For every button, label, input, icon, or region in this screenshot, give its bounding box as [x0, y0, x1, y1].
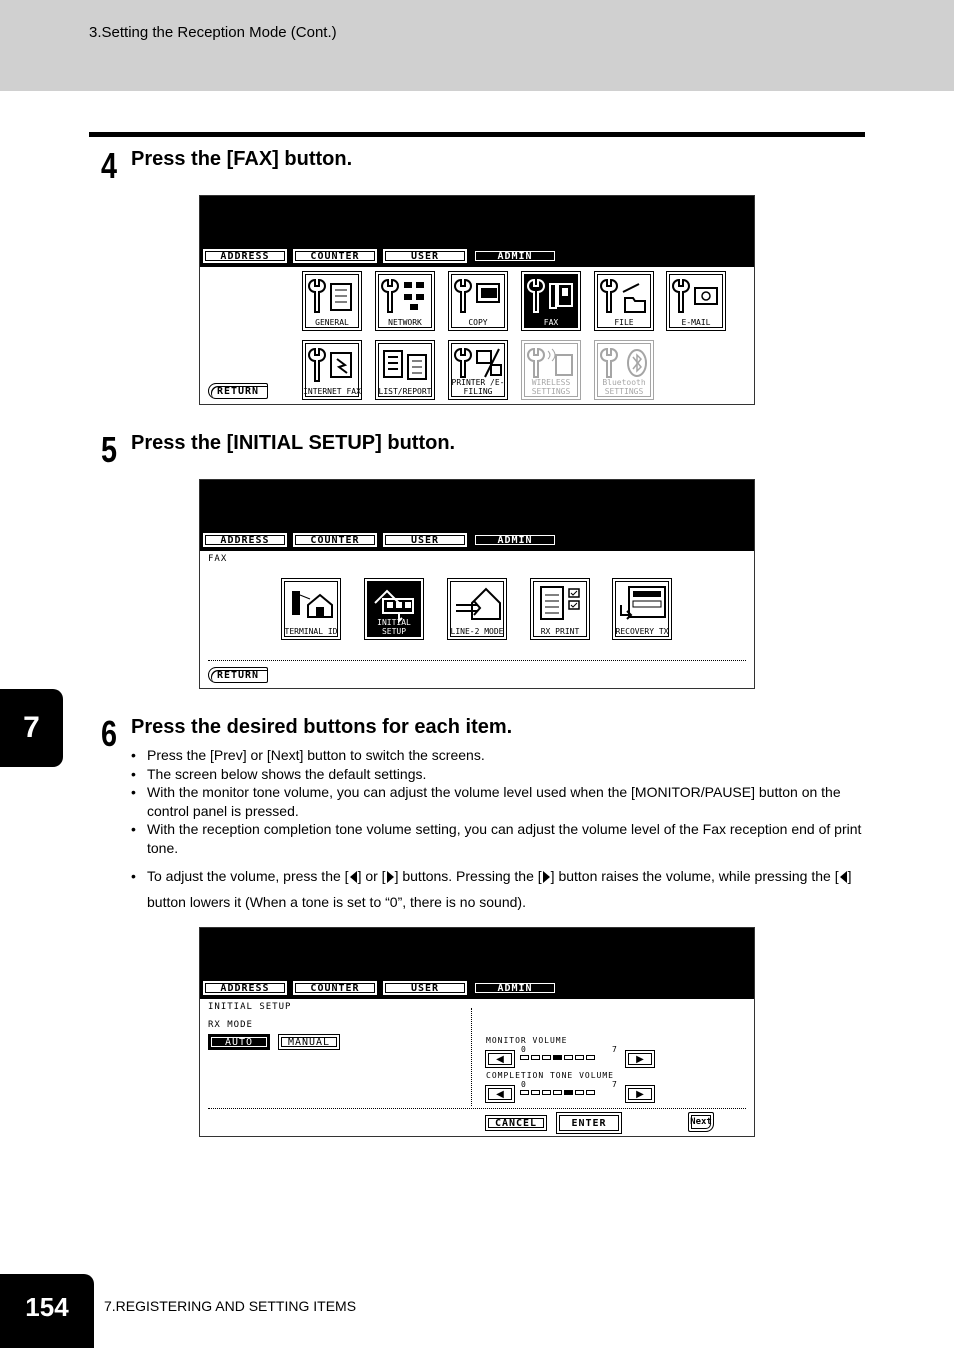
tab-bar [202, 532, 558, 548]
terminal-id-button[interactable] [281, 578, 341, 640]
left-triangle-icon: ◀ [496, 1088, 504, 1100]
icon-label: INITIAL SETUP [377, 618, 411, 636]
list-item: • Press the [Prev] or [Next] button to switch the screens. [131, 746, 871, 765]
tab-user[interactable]: USER [382, 532, 468, 548]
internet-fax-icon [307, 345, 359, 385]
icon-label: TERMINAL ID [284, 627, 338, 636]
fax-button[interactable] [521, 271, 581, 331]
tab-bar [202, 248, 558, 264]
completion-volume-label: COMPLETION TONE VOLUME [486, 1071, 614, 1080]
printer-icon [453, 345, 505, 379]
page-header [0, 0, 954, 91]
rx-mode-label: RX MODE [208, 1020, 253, 1030]
icon-label: GENERAL [315, 318, 349, 327]
tab-user[interactable]: USER [382, 248, 468, 264]
bluetooth-settings-button [594, 340, 654, 400]
volume-segment [520, 1055, 529, 1060]
step-title: Press the [FAX] button. [131, 148, 353, 170]
monitor-volume-meter [520, 1055, 595, 1060]
right-arrow-icon [543, 871, 550, 883]
screen-admin-menu [199, 195, 755, 405]
next-button[interactable]: Next [688, 1112, 714, 1132]
icon-label: LINE-2 MODE [450, 627, 504, 636]
auto-button[interactable]: AUTO [208, 1034, 270, 1050]
tab-counter[interactable]: COUNTER [292, 532, 378, 548]
tab-address[interactable]: ADDRESS [202, 532, 288, 548]
screen-fax-menu [199, 479, 755, 689]
divider [208, 1108, 746, 1109]
monitor-volume-down-button[interactable] [485, 1050, 515, 1068]
volume-segment [531, 1055, 540, 1060]
volume-segment [586, 1090, 595, 1095]
initial-setup-icon [369, 583, 421, 623]
step-number: 6 [101, 713, 118, 754]
wrench-icon [307, 276, 359, 316]
volume-segment [575, 1090, 584, 1095]
return-button[interactable]: RETURN [208, 667, 268, 683]
tab-counter[interactable]: COUNTER [292, 248, 378, 264]
volume-segment [586, 1055, 595, 1060]
copy-button[interactable] [448, 271, 508, 331]
terminal-id-icon [286, 583, 338, 623]
note-text: ] button raises the volume, while pressing the [ [550, 868, 839, 884]
tab-counter[interactable]: COUNTER [292, 980, 378, 996]
network-button[interactable] [375, 271, 435, 331]
list-item: • With the reception completion tone volume setting, you can adjust the volume level of the Fax reception end of print tone. [131, 820, 871, 857]
tab-user[interactable]: USER [382, 980, 468, 996]
completion-volume-meter [520, 1090, 595, 1095]
tab-address[interactable]: ADDRESS [202, 248, 288, 264]
list-item-volume [131, 863, 871, 915]
folder-icon [599, 276, 651, 316]
initial-setup-button[interactable] [364, 578, 424, 640]
volume-segment [564, 1090, 573, 1095]
volume-segment [575, 1055, 584, 1060]
volume-segment [531, 1090, 540, 1095]
volume-segment [520, 1090, 529, 1095]
scale-max: 7 [612, 1080, 618, 1089]
fax-icon [526, 276, 578, 316]
volume-segment [553, 1090, 562, 1095]
completion-volume-up-button[interactable] [625, 1085, 655, 1103]
scale-max: 7 [612, 1045, 618, 1054]
icon-label: Bluetooth SETTINGS [602, 378, 646, 396]
volume-segment [542, 1090, 551, 1095]
section-label: INITIAL SETUP [208, 1002, 292, 1012]
header-rule [89, 132, 865, 137]
page-number: 154 [0, 1274, 94, 1348]
manual-button[interactable]: MANUAL [278, 1034, 340, 1050]
email-button[interactable] [666, 271, 726, 331]
step-title: Press the desired buttons for each item. [131, 716, 513, 738]
monitor-volume-up-button[interactable] [625, 1050, 655, 1068]
tab-admin[interactable]: ADMIN [472, 248, 558, 264]
footer-section: 7.REGISTERING AND SETTING ITEMS [104, 1298, 357, 1314]
icon-label: RX PRINT [540, 627, 580, 636]
line2-mode-button[interactable] [447, 578, 507, 640]
icon-label: E-MAIL [681, 318, 711, 327]
icon-label: INTERNET FAX [303, 387, 361, 396]
cancel-button[interactable]: CANCEL [485, 1115, 547, 1131]
recovery-tx-icon [617, 583, 669, 623]
general-button[interactable] [302, 271, 362, 331]
scale-min: 0 [521, 1080, 527, 1089]
section-label: FAX [208, 554, 228, 564]
tab-admin[interactable]: ADMIN [472, 532, 558, 548]
list-report-icon [380, 345, 432, 385]
enter-button[interactable]: ENTER [556, 1112, 622, 1134]
internet-fax-button[interactable] [302, 340, 362, 400]
recovery-tx-button[interactable] [612, 578, 672, 640]
file-button[interactable] [594, 271, 654, 331]
left-arrow-icon [350, 871, 357, 883]
screen-initial-setup [199, 927, 755, 1137]
list-item: • With the monitor tone volume, you can adjust the volume level used when the [MONITOR/PAUSE] button on the control panel is pressed. [131, 783, 871, 820]
chapter-tab: 7 [0, 689, 63, 767]
tab-admin[interactable]: ADMIN [472, 980, 558, 996]
wireless-icon [526, 345, 578, 379]
list-report-button[interactable] [375, 340, 435, 400]
tab-bar [202, 980, 558, 996]
step-number: 4 [101, 145, 118, 186]
tab-address[interactable]: ADDRESS [202, 980, 288, 996]
right-triangle-icon: ▶ [636, 1053, 644, 1065]
vertical-divider [471, 1008, 472, 1106]
right-arrow-icon [387, 871, 394, 883]
left-triangle-icon: ◀ [496, 1053, 504, 1065]
left-arrow-icon [840, 871, 847, 883]
volume-segment [542, 1055, 551, 1060]
icon-label: NETWORK [388, 318, 422, 327]
divider [208, 660, 746, 661]
return-button[interactable]: RETURN [208, 383, 268, 399]
rx-print-icon [535, 583, 587, 623]
completion-volume-down-button[interactable] [485, 1085, 515, 1103]
monitor-volume-label: MONITOR VOLUME [486, 1036, 568, 1045]
bluetooth-icon [599, 345, 651, 379]
icon-label: PRINTER /E-FILING [451, 378, 505, 396]
rx-print-button[interactable] [530, 578, 590, 640]
right-triangle-icon: ▶ [636, 1088, 644, 1100]
step-title: Press the [INITIAL SETUP] button. [131, 432, 456, 454]
note-text: To adjust the volume, press the [ [147, 868, 349, 884]
network-icon [380, 276, 432, 316]
list-item: • The screen below shows the default settings. [131, 765, 871, 784]
email-icon [671, 276, 723, 316]
step-number: 5 [101, 429, 118, 470]
volume-segment [553, 1055, 562, 1060]
icon-label: RECOVERY TX [615, 627, 669, 636]
icon-label: FILE [614, 318, 634, 327]
icon-label: FAX [543, 318, 559, 327]
copier-icon [453, 276, 505, 316]
volume-segment [564, 1055, 573, 1060]
note-text: ] or [ [357, 868, 386, 884]
line2-mode-icon [452, 583, 504, 623]
printer-efiling-button[interactable] [448, 340, 508, 400]
scale-min: 0 [521, 1045, 527, 1054]
instruction-list [131, 746, 871, 915]
icon-label: WIRELESS SETTINGS [531, 378, 571, 396]
icon-label: COPY [468, 318, 488, 327]
header-title: 3.Setting the Reception Mode (Cont.) [89, 24, 337, 41]
note-text: ] buttons. Pressing the [ [394, 868, 542, 884]
wireless-settings-button [521, 340, 581, 400]
icon-label: LIST/REPORT [378, 387, 432, 396]
note-text: ] button lowers it (When a tone is set to “0”, there is no sound). [147, 868, 852, 910]
